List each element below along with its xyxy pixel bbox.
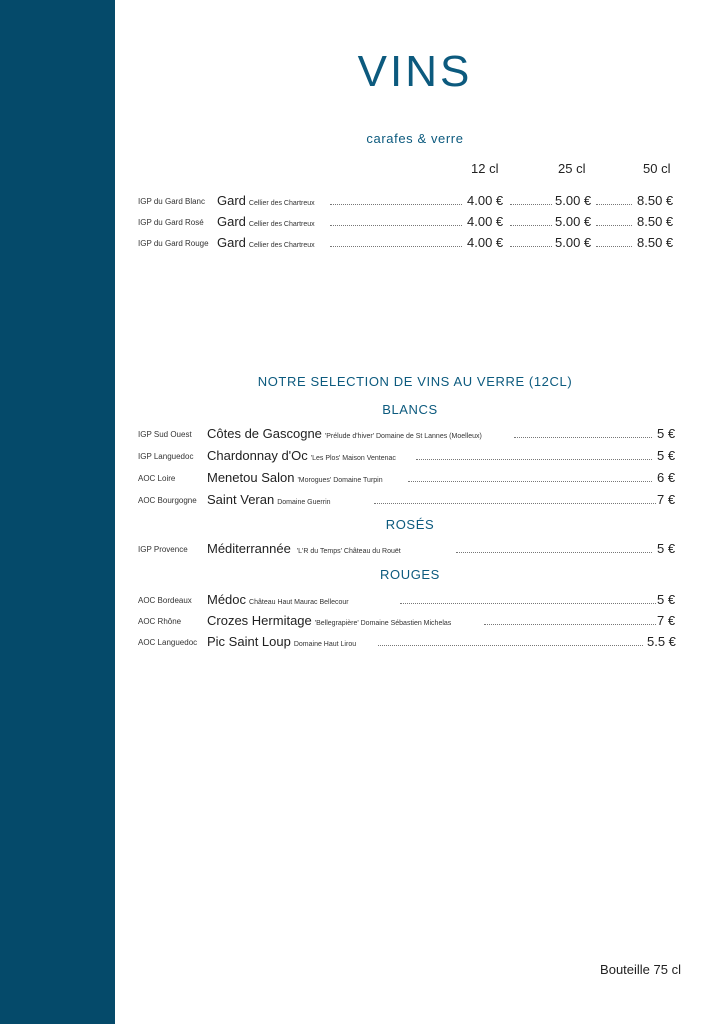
column-25cl: 25 cl bbox=[558, 161, 586, 176]
appellation: IGP du Gard Rosé bbox=[138, 218, 204, 227]
wine-name: Crozes Hermitage bbox=[207, 613, 312, 628]
wine-row bbox=[138, 610, 676, 628]
wine-name: Côtes de Gascogne bbox=[207, 426, 322, 441]
wine-detail: 'Morogues' Domaine Turpin bbox=[297, 477, 383, 484]
price: 6 € bbox=[657, 470, 676, 485]
price-50cl: 8.50 € bbox=[637, 214, 674, 229]
dot-leader bbox=[510, 246, 552, 247]
rouges-heading: ROUGES bbox=[380, 567, 440, 582]
wine-detail: 'Bellegrapière' Domaine Sébastien Michelas bbox=[314, 620, 452, 627]
appellation: IGP Languedoc bbox=[138, 452, 194, 461]
price-25cl: 5.00 € bbox=[555, 193, 592, 208]
dot-leader bbox=[510, 204, 552, 205]
wine-row bbox=[138, 489, 676, 507]
dot-leader bbox=[416, 459, 652, 460]
price: 5 € bbox=[657, 448, 676, 463]
price: 7 € bbox=[657, 613, 676, 628]
page-title: VINS bbox=[357, 47, 473, 96]
appellation: AOC Loire bbox=[138, 474, 176, 483]
wine-menu-page bbox=[115, 0, 725, 1024]
wine-row bbox=[138, 631, 676, 649]
wine-row bbox=[138, 538, 676, 556]
carafes-heading: carafes & verre bbox=[366, 131, 464, 146]
price-12cl: 4.00 € bbox=[467, 193, 504, 208]
dot-leader bbox=[596, 246, 632, 247]
wine-name: Médoc bbox=[207, 592, 247, 607]
wine-row bbox=[138, 423, 676, 441]
wine-detail: Cellier des Chartreux bbox=[248, 242, 315, 249]
carafe-row bbox=[138, 190, 676, 208]
wine-detail: Cellier des Chartreux bbox=[248, 200, 315, 207]
dot-leader bbox=[514, 437, 652, 438]
wine-detail: 'Les Plos' Maison Ventenac bbox=[310, 455, 396, 462]
wine-name: Gard bbox=[217, 214, 246, 229]
wine-row bbox=[138, 445, 676, 463]
wine-row bbox=[138, 589, 676, 607]
price-12cl: 4.00 € bbox=[467, 214, 504, 229]
appellation: IGP du Gard Blanc bbox=[138, 197, 205, 206]
sidebar-band bbox=[0, 0, 115, 1024]
appellation: IGP du Gard Rouge bbox=[138, 239, 209, 248]
appellation: AOC Bordeaux bbox=[138, 596, 192, 605]
dot-leader bbox=[510, 225, 552, 226]
wine-name: Gard bbox=[217, 193, 246, 208]
price: 5 € bbox=[657, 426, 676, 441]
dot-leader bbox=[484, 624, 656, 625]
wine-detail: Domaine Guerrin bbox=[277, 499, 331, 506]
appellation: IGP Provence bbox=[138, 545, 188, 554]
wine-detail: 'L'R du Temps' Château du Rouët bbox=[296, 548, 401, 555]
wine-name: Gard bbox=[217, 235, 246, 250]
dot-leader bbox=[378, 645, 643, 646]
price-25cl: 5.00 € bbox=[555, 214, 592, 229]
dot-leader bbox=[456, 552, 652, 553]
dot-leader bbox=[330, 204, 462, 205]
price-50cl: 8.50 € bbox=[637, 193, 674, 208]
selection-heading: NOTRE SELECTION DE VINS AU VERRE (12CL) bbox=[257, 374, 573, 389]
price: 7 € bbox=[657, 492, 676, 507]
price-12cl: 4.00 € bbox=[467, 235, 504, 250]
price: 5 € bbox=[657, 541, 676, 556]
dot-leader bbox=[400, 603, 656, 604]
dot-leader bbox=[408, 481, 652, 482]
wine-detail: 'Prélude d'hiver' Domaine de St Lannes (Moelleux) bbox=[324, 433, 482, 440]
wine-name: Pic Saint Loup bbox=[207, 634, 291, 649]
price: 5 € bbox=[657, 592, 676, 607]
dot-leader bbox=[596, 225, 632, 226]
price-25cl: 5.00 € bbox=[555, 235, 592, 250]
appellation: AOC Rhône bbox=[138, 617, 182, 626]
blancs-heading: BLANCS bbox=[382, 402, 438, 417]
dot-leader bbox=[330, 225, 462, 226]
price: 5.5 € bbox=[647, 634, 676, 649]
column-12cl: 12 cl bbox=[471, 161, 499, 176]
wine-name: Méditerrannée bbox=[207, 541, 291, 556]
bottle-size-note: Bouteille 75 cl bbox=[600, 962, 681, 977]
dot-leader bbox=[374, 503, 656, 504]
wine-name: Chardonnay d'Oc bbox=[207, 448, 308, 463]
wine-name: Saint Veran bbox=[207, 492, 275, 507]
wine-detail: Domaine Haut Lirou bbox=[293, 641, 357, 648]
carafe-row bbox=[138, 232, 676, 250]
wine-detail: Château Haut Maurac Bellecour bbox=[249, 599, 349, 606]
wine-row bbox=[138, 467, 676, 485]
roses-heading: ROSÉS bbox=[385, 517, 435, 532]
appellation: AOC Bourgogne bbox=[138, 496, 197, 505]
dot-leader bbox=[330, 246, 462, 247]
wine-detail: Cellier des Chartreux bbox=[248, 221, 315, 228]
appellation: AOC Languedoc bbox=[138, 638, 198, 647]
column-50cl: 50 cl bbox=[643, 161, 671, 176]
dot-leader bbox=[596, 204, 632, 205]
carafe-row bbox=[138, 211, 676, 229]
wine-name: Menetou Salon bbox=[207, 470, 295, 485]
appellation: IGP Sud Ouest bbox=[138, 430, 192, 439]
price-50cl: 8.50 € bbox=[637, 235, 674, 250]
